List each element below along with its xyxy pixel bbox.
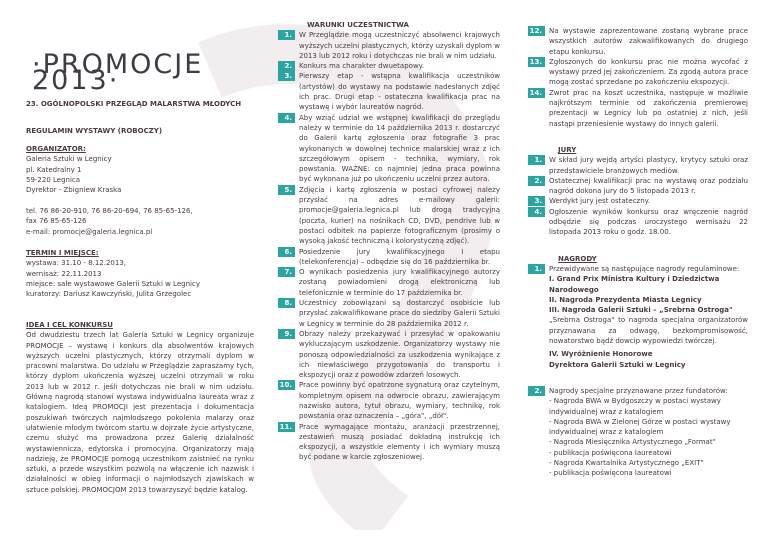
- list-item: [278, 329, 500, 380]
- prize-item: [528, 264, 748, 370]
- list-item: [278, 298, 500, 329]
- item-number: 4.: [528, 207, 545, 217]
- prize-line: Dyrektora Galerii Sztuki w Legnicy: [549, 360, 686, 369]
- item-text: Uczestnicy zobowiązani są dostarczyć osobiście lub przysłać zakwalifikowane prace do siedziby Galerii Sztuki w Legnicy w terminie do 28 października 2012 r.: [299, 299, 500, 328]
- list-item: [278, 422, 500, 463]
- item-number: 1.: [528, 155, 545, 165]
- event-title: 23. OGÓLNOPOLSKI PRZEGLĄD MALARSTWA MŁODYCH: [26, 100, 242, 108]
- item-number: 12.: [528, 26, 545, 36]
- organizer-heading: ORGANIZATOR:: [26, 145, 86, 153]
- organizer-line: 59-220 Legnica: [26, 175, 81, 184]
- rules-title: REGULAMIN WYSTAWY (ROBOCZY): [26, 127, 163, 135]
- item-number: 7.: [278, 267, 295, 277]
- prize-item: [528, 386, 748, 479]
- idea-heading: IDEA I CEL KONKURSU: [26, 321, 113, 329]
- item-number: 14.: [528, 88, 545, 98]
- list-item: [278, 113, 500, 185]
- list-item: [278, 380, 500, 421]
- logo-text: ·PROMOCJE 2013·: [32, 49, 204, 97]
- item-text: Aby wziąć udział we wstępnej kwalifikacji do przeglądu należy w terminie do 14 października 2013 r. dostarczyć do Galerii kartę zgłoszenia oraz fotografie 3 prac wykonanych w dowolnej technice malarskiej wraz z ich szczegółowym opisem - technika, wymiary, rok powstania. WAŻNE: co najmniej jedna praca powinna być wykonana już po ukończeniu uczelni przez autora.: [299, 113, 500, 184]
- list-item: [528, 57, 748, 88]
- term-line: wernisaż: 22.11.2013: [26, 269, 102, 278]
- item-number: 1.: [528, 264, 545, 274]
- item-text: Konkurs ma charakter dwuetapowy.: [299, 62, 425, 71]
- item-text: W skład jury wejdą artyści plastycy, krytycy sztuki oraz przedstawiciele branżowych mediów.: [549, 156, 748, 175]
- conditions-list-continued: [528, 26, 748, 129]
- item-number: 5.: [278, 185, 295, 195]
- left-column: [26, 0, 254, 543]
- conditions-heading: WARUNKI UCZESTNICTWA: [307, 21, 409, 29]
- prize-line: - publikacja poświęcona laureatowi: [549, 448, 672, 457]
- contact-email[interactable]: e-mail: promocje@galeria.legnica.pl: [26, 227, 153, 236]
- organizer-line: Galeria Sztuki w Legnicy: [26, 155, 112, 164]
- item-number: 10.: [278, 380, 295, 390]
- list-item: [278, 61, 500, 71]
- jury-list: [528, 155, 748, 237]
- item-text: Pierwszy etap - wstępna kwalifikacja uczestników (artystów) do wystawy na podstawie nadesłanych zdjęć ich prac. Drugi etap - ostateczna kwalifikacja prac na wystawę i wybór laureatów nagród.: [299, 72, 500, 112]
- item-number: 2.: [278, 61, 295, 71]
- term-line: wystawa: 31.10 - 8.12.2013,: [26, 259, 127, 268]
- item-text: W Przeglądzie mogą uczestniczyć absolwenci krajowych wyższych uczelni plastycznych, którzy uzyskali dyplom w 2013 lub 2012 roku i dotychczas nie brali w nim udziału.: [299, 31, 500, 60]
- right-column: [528, 0, 748, 543]
- list-item: [528, 26, 748, 57]
- item-text: Zgłoszonych do konkursu prac nie można wycofać z wystawy przed jej zakończeniem. Za zgodą autora prace mogą zostać sprzedane po zakończeniu ekspozycji.: [549, 57, 748, 87]
- item-number: 4.: [278, 113, 295, 123]
- item-number: 3.: [528, 196, 545, 206]
- prize-line: I. Grand Prix Ministra Kultury i Dziedzictwa Narodowego: [549, 275, 720, 294]
- list-item: [528, 196, 748, 206]
- item-number: 3.: [278, 71, 295, 81]
- item-number: 2.: [528, 386, 545, 396]
- item-text: Ostatecznej kwalifikacji prac na wystawę oraz podziału nagród dokona jury do 5 listopada 2013 r.: [549, 176, 748, 196]
- list-item: [278, 247, 500, 268]
- prize-line: - Nagroda Kwartalnika Artystycznego „EXIT": [549, 458, 704, 467]
- term-heading: TERMIN I MIEJSCE:: [26, 249, 99, 257]
- list-item: [278, 30, 500, 61]
- list-item: [528, 155, 748, 176]
- list-item: [278, 185, 500, 247]
- prize-intro: Nagrody specjalne przyznawane przez fundatorów:: [549, 386, 728, 395]
- item-number: 11.: [278, 422, 295, 432]
- item-number: 1.: [278, 30, 295, 40]
- item-text: Werdykt jury jest ostateczny.: [549, 197, 651, 206]
- prize-line: III. Nagroda Galerii Sztuki – „Srebrna Ostroga": [549, 306, 733, 315]
- item-number: 9.: [278, 329, 295, 339]
- organizer-line: Dyrektor - Zbigniew Kraska: [26, 186, 122, 195]
- contact-line: fax 76 85-65-126: [26, 217, 87, 226]
- item-text: Prace powinny być opatrzone sygnaturą oraz czytelnym, kompletnym opisem na odwrocie obrazu, zawierającym nazwisko autora, tytuł obrazu, wymiary, technikę, rok powstania oraz oznaczenia – „góra", „dół".: [299, 381, 500, 421]
- jury-heading: JURY: [558, 145, 577, 154]
- organizer-line: pl. Katedralny 1: [26, 165, 82, 174]
- item-number: 6.: [278, 247, 295, 257]
- prize-line: II. Nagroda Prezydenta Miasta Legnicy: [549, 295, 702, 304]
- prize-line: - Nagroda BWA w Bydgoszczy w postaci wystawy indywidualnej wraz z katalogiem: [549, 397, 721, 416]
- list-item: [528, 88, 748, 129]
- prizes-heading: NAGRODY: [558, 254, 597, 263]
- list-item: [528, 207, 748, 238]
- item-text: O wynikach posiedzenia jury kwalifikacyjnego autorzy zostaną powiadomieni drogą elektroniczną lub telefonicznie w terminie do 17 października br.: [299, 268, 500, 297]
- middle-column: [278, 0, 500, 543]
- item-text: Ogłoszenie wyników konkursu oraz wręczenie nagród odbędzie się podczas uroczystego wernisażu 22 listopada 2013 roku o godz. 18.00.: [549, 207, 748, 237]
- item-number: 2.: [528, 176, 545, 186]
- list-item: [278, 71, 500, 112]
- prize-intro: Przewidywane są następujące nagrody regulaminowe:: [549, 264, 740, 273]
- prize-description: „Srebrna Ostroga" to nagroda specjalna organizatorów przyznawana za odwagę, bezkompromisowość, nowatorstwo bądź dowcip wypowiedzi twórczej.: [549, 316, 748, 346]
- item-text: Posiedzenie jury kwalifikacyjnego I etapu (telekonferencja) – odbędzie się do 16 października br.: [299, 247, 500, 266]
- contact-line: tel. 76 86-20-910, 76 86-20-694, 76 85-65-126,: [26, 207, 193, 215]
- prize-line: IV. Wyróżnienie Honorowe: [549, 350, 653, 359]
- prize-line: - Nagroda Miesięcznika Artystycznego „Format": [549, 438, 716, 447]
- prize-line: - Nagroda BWA w Zielonej Górze w postaci wystawy indywidualnej wraz z katalogiem: [549, 417, 731, 437]
- term-line: kuratorzy: Dariusz Kawczyński, Julita Grzegolec: [26, 290, 192, 299]
- list-item: [278, 267, 500, 298]
- item-text: Zdjęcia i kartę zgłoszenia w postaci cyfrowej należy przysłać na adres e-mailowy galerii: promocje@galeria.legnica.pl lub drogą tradycyjną (poczta, kurier) na nośnikach CD, DVD, pendrive lub w postaci odbitek na papierze fotograficznym (prosimy o wysoką jakość techniczną i kolorystyczną zdjęć).: [299, 185, 500, 246]
- item-text: Obrazy należy przekazywać i przesyłać w opakowaniu wykluczającym uszkodzenie. Organizatorzy wystawy nie ponoszą odpowiedzialności za uszkodzenia wynikające z ich niewłaściwego przygotowania do transportu i ekspozycji oraz z powodów zdarzeń losowych.: [299, 329, 500, 380]
- promocje-logo: [32, 49, 254, 97]
- conditions-list: [278, 30, 500, 462]
- item-text: Prace wymagające montażu, aranżacji przestrzennej, zestawień muszą posiadać dokładną instrukcję ich ekspozycji, a wszystkie elementy i ich wymiary muszą być podane w karcie zgłoszeniowej.: [299, 422, 500, 462]
- item-number: 8.: [278, 298, 295, 308]
- term-line: miejsce: sale wystawowe Galerii Sztuki w Legnicy: [26, 279, 200, 288]
- prize-line: - publikacja poświęcona laureatowi: [549, 469, 672, 478]
- list-item: [528, 176, 748, 197]
- item-text: Zwrot prac na koszt uczestnika, następuje w możliwie najkrótszym terminie od zakończenia premierowej prezentacji w Legnicy lub po ostatniej z nich, jeśli nastąpi przeniesienie wystawy do innych galerii.: [549, 88, 748, 128]
- idea-text: Od dwudziestu trzech lat Galeria Sztuki w Legnicy organizuje PROMOCJE – wystawę i konkurs dla absolwentów krajowych wyższych uczelni plastycznych, którzy otrzymali dyplom w pracowni malarstwa. Do udziału w Przeglądzie zapraszamy tych, którzy dyplom ukończenia wyższej uczelni otrzymali w roku 2013 lub w 2012 r. jeśli dotychczas nie brali w nim udziału. Główną nagrodą stanowi wystawa indywidualna laureata wraz z katalogiem. Ideą PROMOCJI jest prezentacja i dokumentacja poszukiwań twórczych najmłodszego pokolenia malarzy oraz ułatwienie młodym twórcom startu w dojrzałe życie artystyczne, czemu służyć ma prowadzona przez Galerię działalność wystawiennicza, edytorska i promocyjna. Organizatorzy mają nadzieję, że PROMOCJE pomogą uczestnikom zaistnieć na rynku sztuki, a przede wszystkim pozwolą na włączenie ich nazwisk i działalności w obieg informacji o najmłodszych zjawiskach w sztuce polskiej. PROMOCJOM 2013 towarzyszyć będzie katalog.: [26, 331, 254, 494]
- item-number: 13.: [528, 57, 545, 67]
- item-text: Na wystawie zaprezentowane zostaną wybrane prace wszystkich autorów zakwalifikowanych do drugiego etapu konkursu.: [549, 27, 748, 56]
